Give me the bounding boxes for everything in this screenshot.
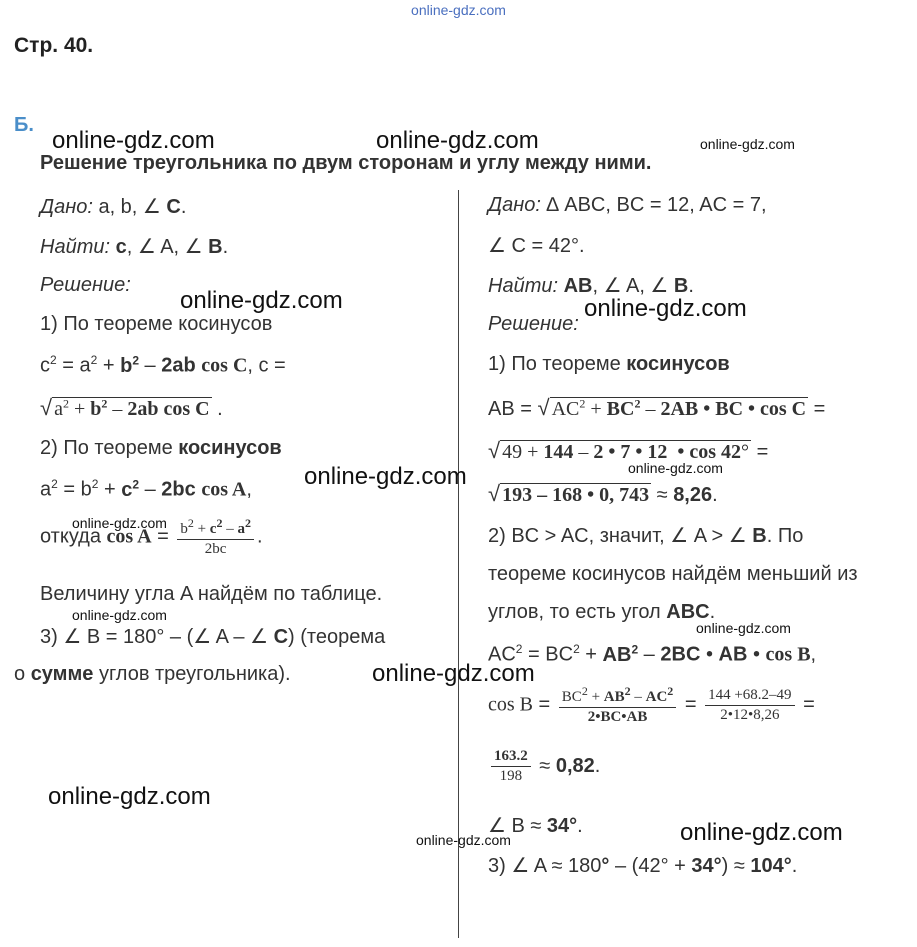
left-formula-a2: $a^2 = b^2 + c^2 - 2bc$ cos A, (40, 477, 252, 501)
left-solution-label: Решение: (40, 274, 131, 296)
watermark-small: online-gdz.com (416, 832, 511, 848)
section-letter: Б. (14, 114, 34, 136)
watermark: online-gdz.com (180, 287, 343, 314)
watermark-small: online-gdz.com (700, 136, 795, 152)
left-formula-c2: $c^2 = a^2 + b^2 - 2ab$ cos C, c = (40, 353, 286, 377)
left-table-text: Величину угла A найдём по таблице. (40, 583, 383, 605)
left-step2: 2) По теореме косинусов (40, 437, 282, 459)
page-label: Стр. 40. (14, 34, 94, 57)
watermark-top: online-gdz.com (411, 2, 506, 18)
left-step1: 1) По теореме косинусов (40, 313, 273, 335)
watermark-small: online-gdz.com (72, 515, 167, 531)
left-step3-line2: о сумме углов треугольника). (14, 663, 291, 685)
left-formula-sqrt: √ $a^2 + b^2 - 2ab$ cos C . (40, 395, 223, 420)
left-find: Найти: c, ∠ A, ∠ B. (40, 236, 229, 258)
watermark: online-gdz.com (52, 127, 215, 154)
right-formula-numeric: √ 49 + 144 – 2 • 7 • 12 • cos 42° = (488, 438, 769, 463)
right-formula-ab: AB = √ $AC^2 + BC^2 - 2AB$ • BC • cos C = (488, 395, 826, 420)
right-formula-frac: $\frac{163.2}{198}$ ≈ 0,82. (488, 748, 600, 785)
left-formula-cosA: откуда cos A = $\frac{b^2 + c^2 - a^2}{2bc}$ . (40, 516, 263, 557)
right-solution-label: Решение: (488, 313, 579, 335)
watermark: online-gdz.com (48, 783, 211, 810)
watermark: online-gdz.com (304, 463, 467, 490)
right-step3: 3) ∠ A ≈ 180° – (42° + 34°) ≈ 104°. (488, 855, 798, 877)
right-step2-line2: теореме косинусов найдём меньший из (488, 563, 858, 585)
column-divider (458, 190, 459, 938)
right-given-line2: ∠ C = 42°. (488, 235, 585, 257)
watermark: online-gdz.com (372, 660, 535, 687)
right-angle-b: ∠ B ≈ 34°. (488, 815, 583, 837)
right-step1: 1) По теореме косинусов (488, 353, 730, 375)
watermark: online-gdz.com (376, 127, 539, 154)
right-formula-result: √ 193 – 168 • 0, 743 ≈ 8,26. (488, 481, 718, 506)
right-given: Дано: ∆ ABC, BC = 12, AC = 7, (488, 194, 767, 216)
watermark-small: online-gdz.com (696, 620, 791, 636)
watermark-small: online-gdz.com (72, 607, 167, 623)
watermark: online-gdz.com (584, 295, 747, 322)
right-find: Найти: AB, ∠ A, ∠ B. (488, 275, 694, 297)
left-step3: 3) ∠ B = 180° – (∠ A – ∠ C) (теорема (40, 626, 386, 648)
right-step2-line3: углов, то есть угол ABC. (488, 601, 716, 623)
left-given: Дано: a, b, ∠ C. (40, 196, 187, 218)
heading: Решение треугольника по двум сторонам и углу между ними. (40, 152, 652, 174)
right-formula-ac2: $AC^2 = BC^2 + AB^2 - 2BC$ • AB • cos B, (488, 642, 817, 666)
watermark-small: online-gdz.com (628, 460, 723, 476)
right-formula-cosB: cos B = $\frac{BC^2 + AB^2 - AC^2}{2•BC•AB}$ = $\frac{144 +68.2-49}{2•12•8,26}$ = (488, 684, 815, 725)
right-step2: 2) BC > AC, значит, ∠ A > ∠ B. По (488, 525, 804, 547)
watermark: online-gdz.com (680, 819, 843, 846)
